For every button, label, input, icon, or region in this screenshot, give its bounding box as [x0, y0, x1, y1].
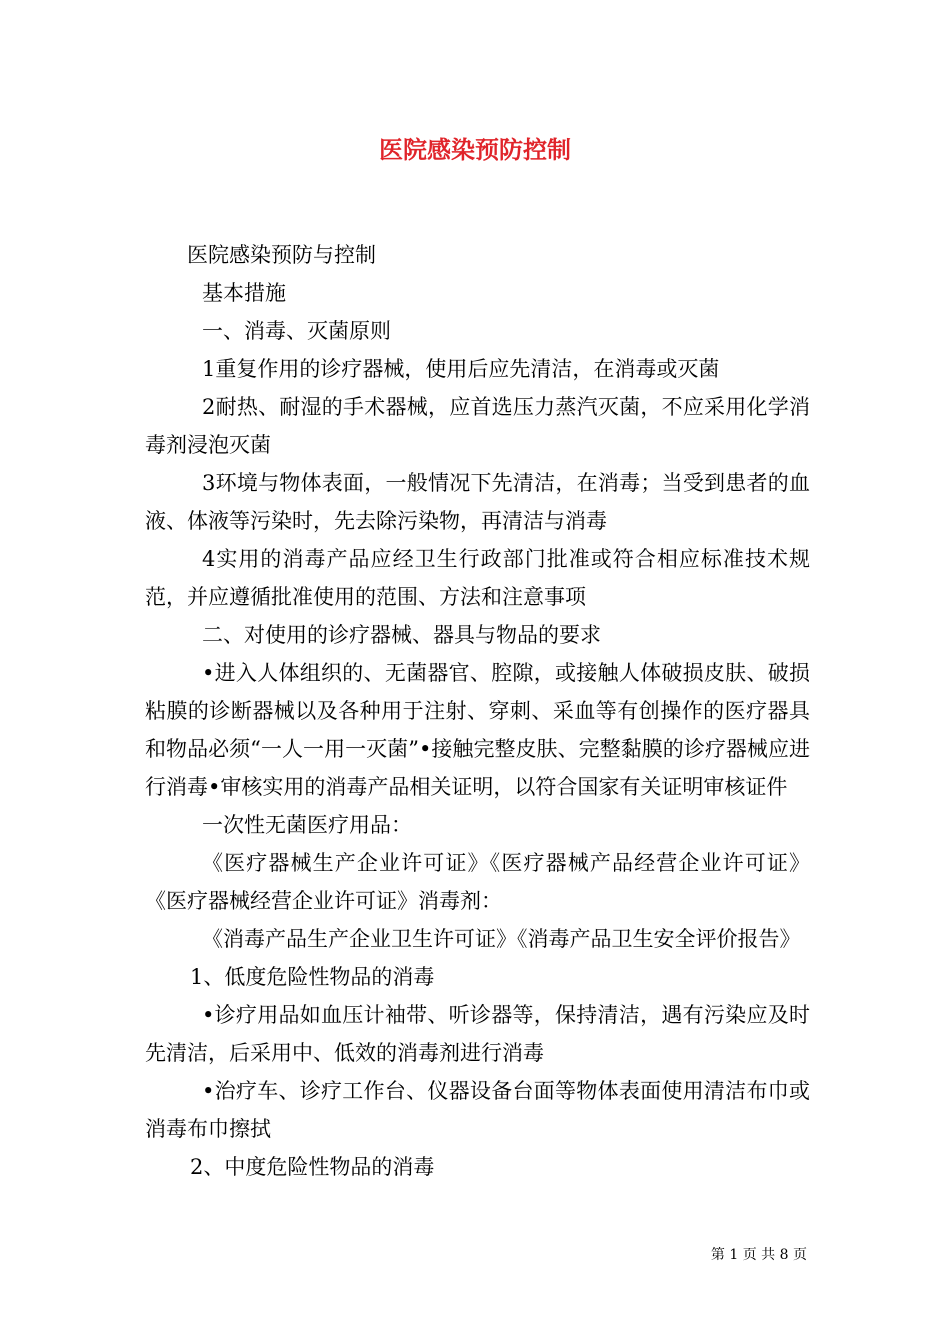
page-number-footer: 第 1 页 共 8 页: [710, 1247, 807, 1263]
paragraph-disinfectant-licenses: 《消毒产品生产企业卫生许可证》《消毒产品卫生安全评价报告》: [202, 927, 801, 951]
paragraph-item-2: 2耐热、耐湿的手术器械，应首选压力蒸汽灭菌，不应采用化学消毒剂浸泡灭菌: [145, 395, 810, 457]
paragraph-item-4: 4实用的消毒产品应经卫生行政部门批准或符合相应标准技术规范，并应遵循批准使用的范围、方法和注意事项: [145, 547, 810, 609]
subtitle-paragraph: 医院感染预防与控制: [187, 243, 376, 267]
paragraph-bullets-requirements: •进入人体组织的、无菌器官、腔隙，或接触人体破损皮肤、破损粘膜的诊断器械以及各种用于注射、穿刺、采血等有创操作的医疗器具和物品必须“一人一用一灭菌”•接触完整皮肤、完整黏膜的诊疗器械应进行消毒•审核实用的消毒产品相关证明，以符合国家有关证明审核证件: [145, 661, 810, 799]
section-heading-basic-measures: 基本措施: [202, 281, 286, 305]
subsection-heading-low-risk: 1、低度危险性物品的消毒: [190, 965, 435, 989]
paragraph-medical-device-licenses: 《医疗器械生产企业许可证》《医疗器械产品经营企业许可证》《医疗器械经营企业许可证》消毒剂：: [145, 851, 810, 913]
section-heading-1: 一、消毒、灭菌原则: [202, 319, 391, 343]
paragraph-low-risk-bullet-2: •治疗车、诊疗工作台、仪器设备台面等物体表面使用清洁布巾或消毒布巾擦拭: [145, 1079, 810, 1141]
paragraph-item-1: 1重复作用的诊疗器械，使用后应先清洁，在消毒或灭菌: [202, 357, 720, 381]
paragraph-item-3: 3环境与物体表面，一般情况下先清洁，在消毒；当受到患者的血液、体液等污染时，先去除污染物，再清洁与消毒: [145, 471, 810, 533]
section-heading-2: 二、对使用的诊疗器械、器具与物品的要求: [202, 623, 601, 647]
page-title: 医院感染预防控制: [379, 136, 571, 164]
document-body: [145, 236, 810, 1186]
paragraph-low-risk-bullet-1: •诊疗用品如血压计袖带、听诊器等，保持清洁，遇有污染应及时先清洁，后采用中、低效的消毒剂进行消毒: [145, 1003, 810, 1065]
paragraph-disposable-supplies: 一次性无菌医疗用品：: [202, 813, 412, 837]
subsection-heading-medium-risk: 2、中度危险性物品的消毒: [190, 1155, 435, 1179]
